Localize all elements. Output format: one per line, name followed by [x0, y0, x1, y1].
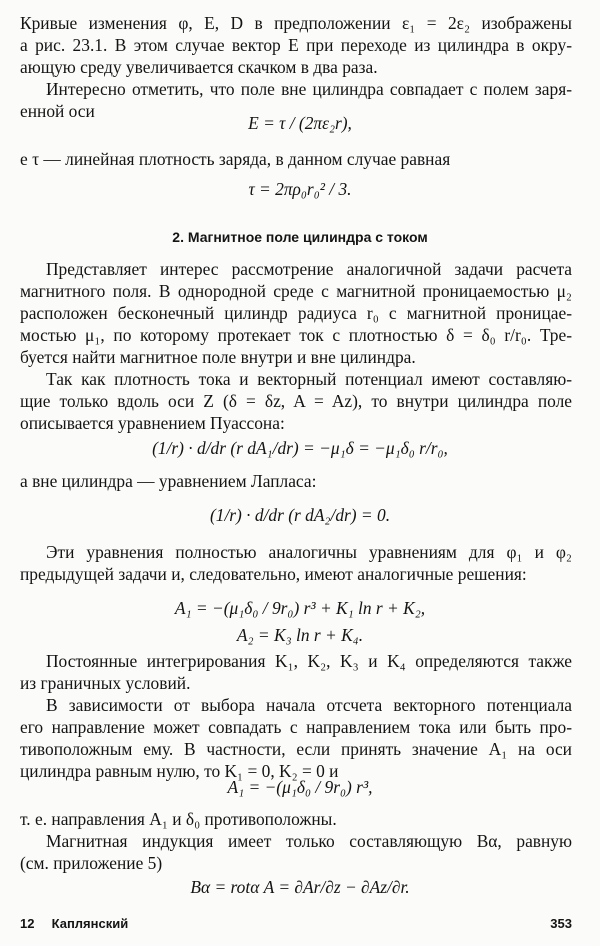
- text-line: В зависимости от выбора начала отсчета векторного потенциала: [46, 695, 572, 715]
- text-line: мостью μ₁, по которому протекает ток с плотностью δ = δ₀ r/r₀. Тре-: [20, 325, 572, 345]
- text-line: Так как плотность тока и векторный потенциал имеют составляю-: [46, 369, 572, 389]
- text-line: т. е. направления A₁ и δ₀ противоположны.: [20, 809, 337, 829]
- equation-source: τ = 2πρ₀r₀² / 3.: [248, 179, 352, 199]
- text-line: Интересно отметить, что поле вне цилиндра совпадает с полем заря-: [46, 79, 572, 99]
- text-line: магнитного поля. В однородной среде с магнитной проницаемостью μ₂: [20, 281, 572, 301]
- text-line: Представляет интерес рассмотрение аналогичной задачи расчета: [46, 259, 572, 279]
- text-line: Эти уравнения полностью аналогичны уравнениям для φ₁ и φ₂: [46, 542, 572, 562]
- text-line: Постоянные интегрирования K₁, K₂, K₃ и K₄ определяются также: [46, 651, 572, 671]
- text-line: е τ — линейная плотность заряда, в данном случае равная: [20, 149, 451, 169]
- text-line: его направление может совпадать с направлением тока или быть про-: [20, 717, 572, 737]
- equation-source: A₁ = −(μ₁δ₀ / 9r₀) r³,: [227, 777, 373, 797]
- text-line: Магнитная индукция имеет только составляющую Bα, равную: [46, 831, 572, 851]
- equation-source: E = τ / (2πε₂r),: [248, 113, 352, 133]
- text-line: тивоположным ему. В частности, если принять значение A₁ на оси: [20, 739, 572, 759]
- text-line: предыдущей задачи и, следовательно, имеют аналогичные решения:: [20, 564, 527, 584]
- page-number: 353: [550, 916, 572, 931]
- text-line: Кривые изменения φ, E, D в предположении ε₁ = 2ε₂ изображены: [20, 13, 572, 33]
- equation-source: (1/r) · d/dr (r dA₂/dr) = 0.: [209, 505, 391, 525]
- text-line: буется найти магнитное поле внутри и вне цилиндра.: [20, 347, 416, 367]
- equation-a1-zero-constants: [0, 776, 600, 798]
- equation-source: Bα = rotα A = ∂Ar/∂z − ∂Az/∂r.: [190, 877, 410, 897]
- page-footer: [20, 915, 572, 933]
- signature-number: 12: [20, 916, 35, 931]
- equation-source: A₁ = −(μ₁δ₀ / 9r₀) r³ + K₁ ln r + K₂,: [174, 598, 426, 618]
- text-line: а вне цилиндра — уравнением Лапласа:: [20, 471, 317, 491]
- text-line: из граничных условий.: [20, 673, 191, 693]
- text-line: а рис. 23.1. В этом случае вектор E при переходе из цилиндра в окру-: [20, 35, 572, 55]
- equation-magnetic-induction: [0, 876, 600, 898]
- text-line: енной оси: [20, 101, 95, 121]
- equation-laplace: [0, 504, 600, 526]
- signature-name: Каплянский: [51, 916, 129, 931]
- text-line: описывается уравнением Пуассона:: [20, 413, 285, 433]
- text-line: (см. приложение 5): [20, 853, 163, 873]
- equation-poisson: [0, 437, 600, 459]
- equation-e-field: [0, 112, 600, 134]
- equation-source: A₂ = K₃ ln r + K₄.: [236, 625, 364, 645]
- text-line: цилиндра равным нулю, то K₁ = 0, K₂ = 0 и: [20, 761, 339, 781]
- equation-source: (1/r) · d/dr (r dA₁/dr) = −μ₁δ = −μ₁δ₀ r/r₀,: [152, 438, 448, 458]
- section-heading: 2. Магнитное поле цилиндра с током: [172, 229, 428, 245]
- text-line: ающую среду увеличивается скачком в два раза.: [20, 57, 378, 77]
- text-line: щие только вдоль оси Z (δ = δz, A = Az), то внутри цилиндра поле: [20, 391, 572, 411]
- text-line: расположен бесконечный цилиндр радиуса r₀ с магнитной проницае-: [20, 303, 572, 323]
- equation-solution-a1: [0, 597, 600, 619]
- equation-charge-density: [0, 178, 600, 200]
- equation-solution-a2: [0, 624, 600, 646]
